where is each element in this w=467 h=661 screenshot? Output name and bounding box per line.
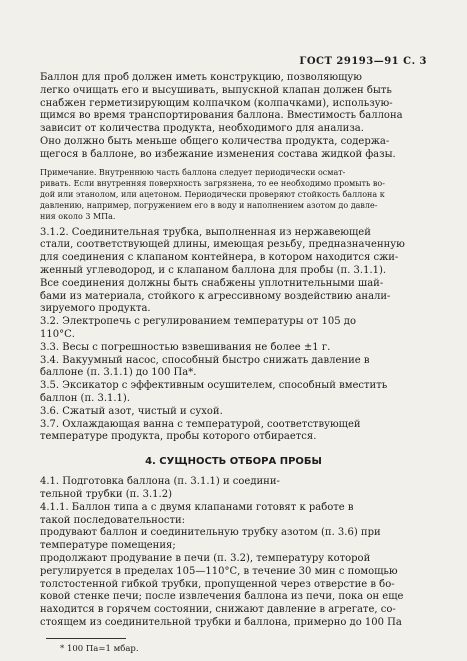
text-line: баллон (п. 3.1.1).: [40, 392, 130, 404]
text-line: Оно должно быть меньше общего количества продукта, содержа-: [40, 135, 390, 147]
paragraph: [40, 406, 427, 419]
text-line: 3.1.2. Соединительная трубка, выполненная из нержавеющей: [40, 226, 371, 238]
text-line: такой последовательности:: [40, 514, 186, 526]
footnote: * 100 Па=1 мбар.: [60, 643, 139, 654]
page-header: ГОСТ 29193—91 С. 3: [299, 56, 427, 67]
text-line: продувают баллон и соединительную трубку азотом (п. 3.6) при: [40, 527, 381, 539]
text-line: 4.1. Подготовка баллона (п. 3.1.1) и соедини-: [40, 476, 280, 488]
text-line: 3.2. Электропечь с регулированием температуры от 105 до: [40, 316, 356, 328]
text-line: регулируется в пределах 105—110°С, в течение 30 мин с помощью: [40, 565, 398, 577]
text-line: 3.7. Охлаждающая ванна с температурой, соответствующей: [40, 418, 361, 430]
paragraph: [40, 167, 427, 222]
text-line: дой или этанолом, или ацетоном. Периодически проверяют стойкость баллона к: [40, 189, 385, 199]
text-line: стали, соответствующей длины, имеющая резьбу, предназначенную: [40, 239, 405, 251]
text-line: Баллон для проб должен иметь конструкцию, позволяющую: [40, 72, 362, 83]
text-line: 4.1.1. Баллон типа а с двумя клапанами готовят к работе в: [40, 501, 354, 513]
text-line: тельной трубки (п. 3.1.2): [40, 488, 172, 500]
text-line: 3.3. Весы с погрешностью взвешивания не более ±1 г.: [40, 341, 331, 353]
paragraph: [40, 355, 427, 381]
text-line: толстостенной гибкой трубки, пропущенной через отверстие в бо-: [40, 578, 395, 590]
paragraph: [40, 527, 427, 553]
paragraph: [40, 380, 427, 406]
text-line: снабжен герметизирующим колпачком (колпачками), использую-: [40, 97, 393, 109]
text-line: продолжают продувание в печи (п. 3.2), температуру которой: [40, 553, 371, 564]
text-line: ния около 3 МПа.: [40, 211, 116, 221]
text-line: щимся во время транспортирования баллона. Вместимость баллона: [40, 110, 403, 122]
text-line: ривать. Если внутренняя поверхность загрязнена, то ее необходимо промыть во-: [40, 178, 385, 188]
text-line: температуре продукта, пробы которого отбирается.: [40, 431, 317, 443]
paragraph: [40, 476, 427, 502]
text-line: щегося в баллоне, во избежание изменения состава жидкой фазы.: [40, 148, 396, 160]
text-line: находится в горячем состоянии, снижают давление в агрегате, со-: [40, 604, 396, 616]
text-line: бами из материала, стойкого к агрессивному воздействию анали-: [40, 290, 391, 302]
text-line: зависит от количества продукта, необходимого для анализа.: [40, 123, 364, 135]
text-line: 3.4. Вакуумный насос, способный быстро снижать давление в: [40, 354, 370, 366]
text-line: легко очищать его и высушивать, выпускной клапан должен быть: [40, 84, 392, 96]
paragraph: [40, 419, 427, 445]
footnote-rule: [46, 638, 126, 639]
paragraph: [40, 278, 427, 316]
text-line: для соединения с клапаном контейнера, в котором находится сжи-: [40, 252, 399, 264]
text-line: температуре помещения;: [40, 540, 176, 552]
text-line: зируемого продукта.: [40, 303, 151, 315]
text-line: стоящем из соединительной трубки и баллона, примерно до 100 Па: [40, 616, 402, 628]
text-line: Все соединения должны быть снабжены уплотнительными шай-: [40, 277, 384, 289]
text-line: ковой стенке печи; после извлечения баллона из печи, пока он еще: [40, 591, 404, 603]
paragraph: [40, 502, 427, 528]
paragraph: [40, 227, 427, 278]
text-line: 3.5. Эксикатор с эффективным осушителем, способный вместить: [40, 380, 388, 392]
text-line: Примечание. Внутреннюю часть баллона следует периодически осмат-: [40, 167, 346, 177]
text-line: баллоне (п. 3.1.1) до 100 Па*.: [40, 367, 197, 379]
text-line: 3.6. Сжатый азот, чистый и сухой.: [40, 405, 223, 417]
text-line: 110°С.: [40, 328, 75, 340]
text-line: давлению, например, погружением его в воду и наполнением азотом до давле-: [40, 200, 378, 210]
paragraph: [40, 553, 427, 630]
text-line: женный углеводород, и с клапаном баллона для пробы (п. 3.1.1).: [40, 264, 387, 276]
section-heading: 4. СУЩНОСТЬ ОТБОРА ПРОБЫ: [145, 456, 322, 468]
paragraph: [40, 342, 427, 355]
paragraph: [40, 72, 427, 162]
paragraph: [40, 316, 427, 342]
